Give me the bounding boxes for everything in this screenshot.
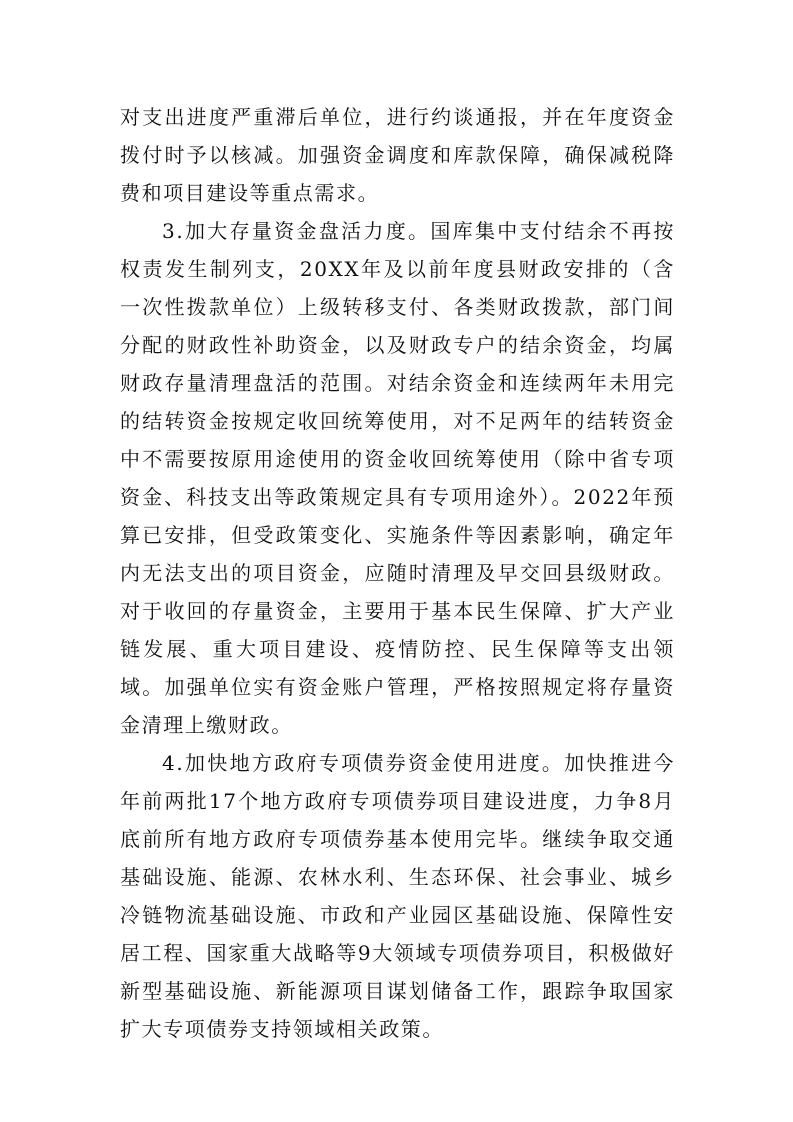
paragraph-continuation: 对支出进度严重滞后单位，进行约谈通报，并在年度资金拨付时予以核减。加强资金调度和库款保障，确保减税降费和项目建设等重点需求。 [120, 105, 675, 205]
paragraph-item-3: 3.加大存量资金盘活力度。国库集中支付结余不再按权责发生制列支，20XX年及以前年度县财政安排的（含一次性拨款单位）上级转移支付、各类财政拨款，部门间分配的财政性补助资金，以及财政专户的结余资金，均属财政存量清理盘活的范围。对结余资金和连续两年未用完的结转资金按规定收回统筹使用，对不足两年的结转资金中不需要按原用途使用的资金收回统筹使用（除中省专项资金、科技支出等政策规定具有专项用途外）。2022年预算已安排，但受政策变化、实施条件等因素影响，确定年内无法支出的项目资金，应随时清理及早交回县级财政。对于收回的存量资金，主要用于基本民生保障、扩大产业链发展、重大项目建设、疫情防控、民生保障等支出领域。加强单位实有资金账户管理，严格按照规定将存量资金清理上缴财政。 [120, 219, 675, 737]
paragraph-item-4: 4.加快地方政府专项债券资金使用进度。加快推进今年前两批17个地方政府专项债券项目建设进度，力争8月底前所有地方政府专项债券基本使用完毕。继续争取交通基础设施、能源、农林水利、生态环保、社会事业、城乡冷链物流基础设施、市政和产业园区基础设施、保障性安居工程、国家重大战略等9大领域专项债券项目，积极做好新型基础设施、新能源项目谋划储备工作，跟踪争取国家扩大专项债券支持领域相关政策。 [120, 751, 675, 1041]
document-body [120, 98, 675, 1048]
